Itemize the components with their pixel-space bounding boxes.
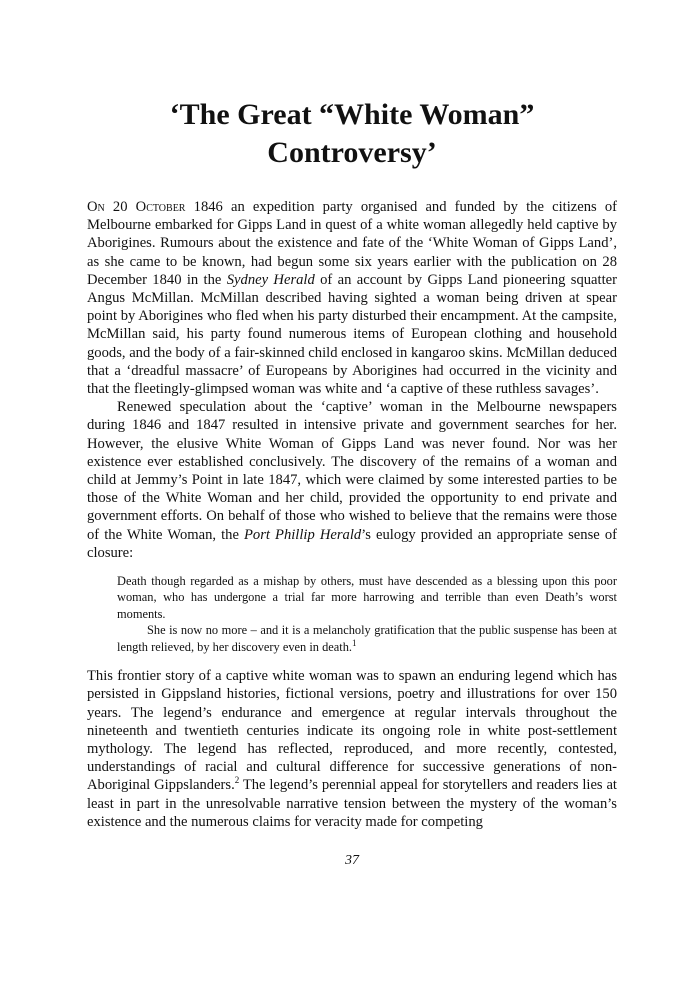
- paragraph-1-text-b: of an account by Gipps Land pioneering squatter Angus McMillan. McMillan described having sighted a woman being driven at spear point by Aborigines who fled when his party disturbed their encampment. At the campsite, McMillan said, his party found numerous items of European clothing and household goods, and the body of a fair-skinned child enclosed in kangaroo skins. McMillan deduced that a ‘dreadful massacre’ of Europeans by Aborigines had occurred in the vicinity and that the fleetingly-glimpsed woman was white and ‘a captive of these ruthless savages’.: [87, 271, 617, 398]
- paragraph-2-text-a: Renewed speculation about the ‘captive’ woman in the Melbourne newspapers during 1846 and 1847 resulted in intensive private and government searches for her. However, the elusive White Woman of Gipps Land was never found. Nor was her existence ever established conclusively. The discovery of the remains of a woman and child at Jemmy’s Point in late 1847, which were claimed by some interested parties to be those of the White Woman and her child, provided the opportunity to end private and government efforts. On behalf of those who wished to believe that the remains were those of the White Woman, the: [87, 399, 617, 543]
- paragraph-1: [87, 198, 617, 398]
- publication-title: Port Phillip Herald: [244, 526, 362, 543]
- chapter-title-line-1: ‘The Great “White Woman”: [169, 98, 535, 131]
- paragraph-3: [87, 667, 617, 831]
- quote-paragraph-1: Death though regarded as a mishap by others, must have descended as a blessing upon this poor woman, who has undergone a trial far more harrowing and terrible than even Death’s worst moments.: [117, 574, 617, 621]
- publication-title: Sydney Herald: [226, 271, 315, 288]
- paragraph-2-text-b: ’s eulogy provided an appropriate sense of closure:: [87, 526, 617, 561]
- opening-small-caps: On 20 October: [87, 199, 186, 215]
- footnote-ref-1[interactable]: 1: [352, 637, 357, 648]
- quote-paragraph-2: [117, 622, 617, 655]
- quote-paragraph-2-text: She is now no more – and it is a melancholy gratification that the public suspense has been at length relieved, by her discovery even in death.: [117, 623, 617, 654]
- paragraph-1-text-a: 1846 an expedition party organised and funded by the citizens of Melbourne embarked for Gipps Land in quest of a white woman allegedly held captive by Aborigines. Rumours about the existence and fate of the ‘White Woman of Gipps Land’, as she came to be known, had begun some six years earlier with the publication on 28 December 1840 in the: [87, 199, 617, 288]
- paragraph-3-text-a: This frontier story of a captive white woman was to spawn an enduring legend which has persisted in Gippsland histories, fictional versions, poetry and illustrations for over 150 years. The legend’s endurance and emergence at regular intervals throughout the nineteenth and twentieth centuries indicate its ongoing role in white post-settlement mythology. The legend has reflected, reproduced, and more recently, contested, understandings of racial and cultural difference for successive generations of non-Aboriginal Gippslanders.: [87, 668, 617, 794]
- paragraph-3-text-b: The legend’s perennial appeal for storytellers and readers lies at least in part in the unresolvable narrative tension between the mystery of the woman’s existence and the numerous claims for veracity made for competing: [87, 777, 617, 830]
- chapter-title-line-2: Controversy’: [267, 136, 437, 169]
- block-quote: [117, 573, 617, 655]
- paragraph-2: [87, 398, 617, 562]
- footnote-ref-2[interactable]: 2: [234, 775, 240, 786]
- page-number: 37: [345, 853, 359, 868]
- body-text: [87, 198, 617, 831]
- chapter-title: [87, 96, 617, 172]
- book-page: [87, 0, 617, 1000]
